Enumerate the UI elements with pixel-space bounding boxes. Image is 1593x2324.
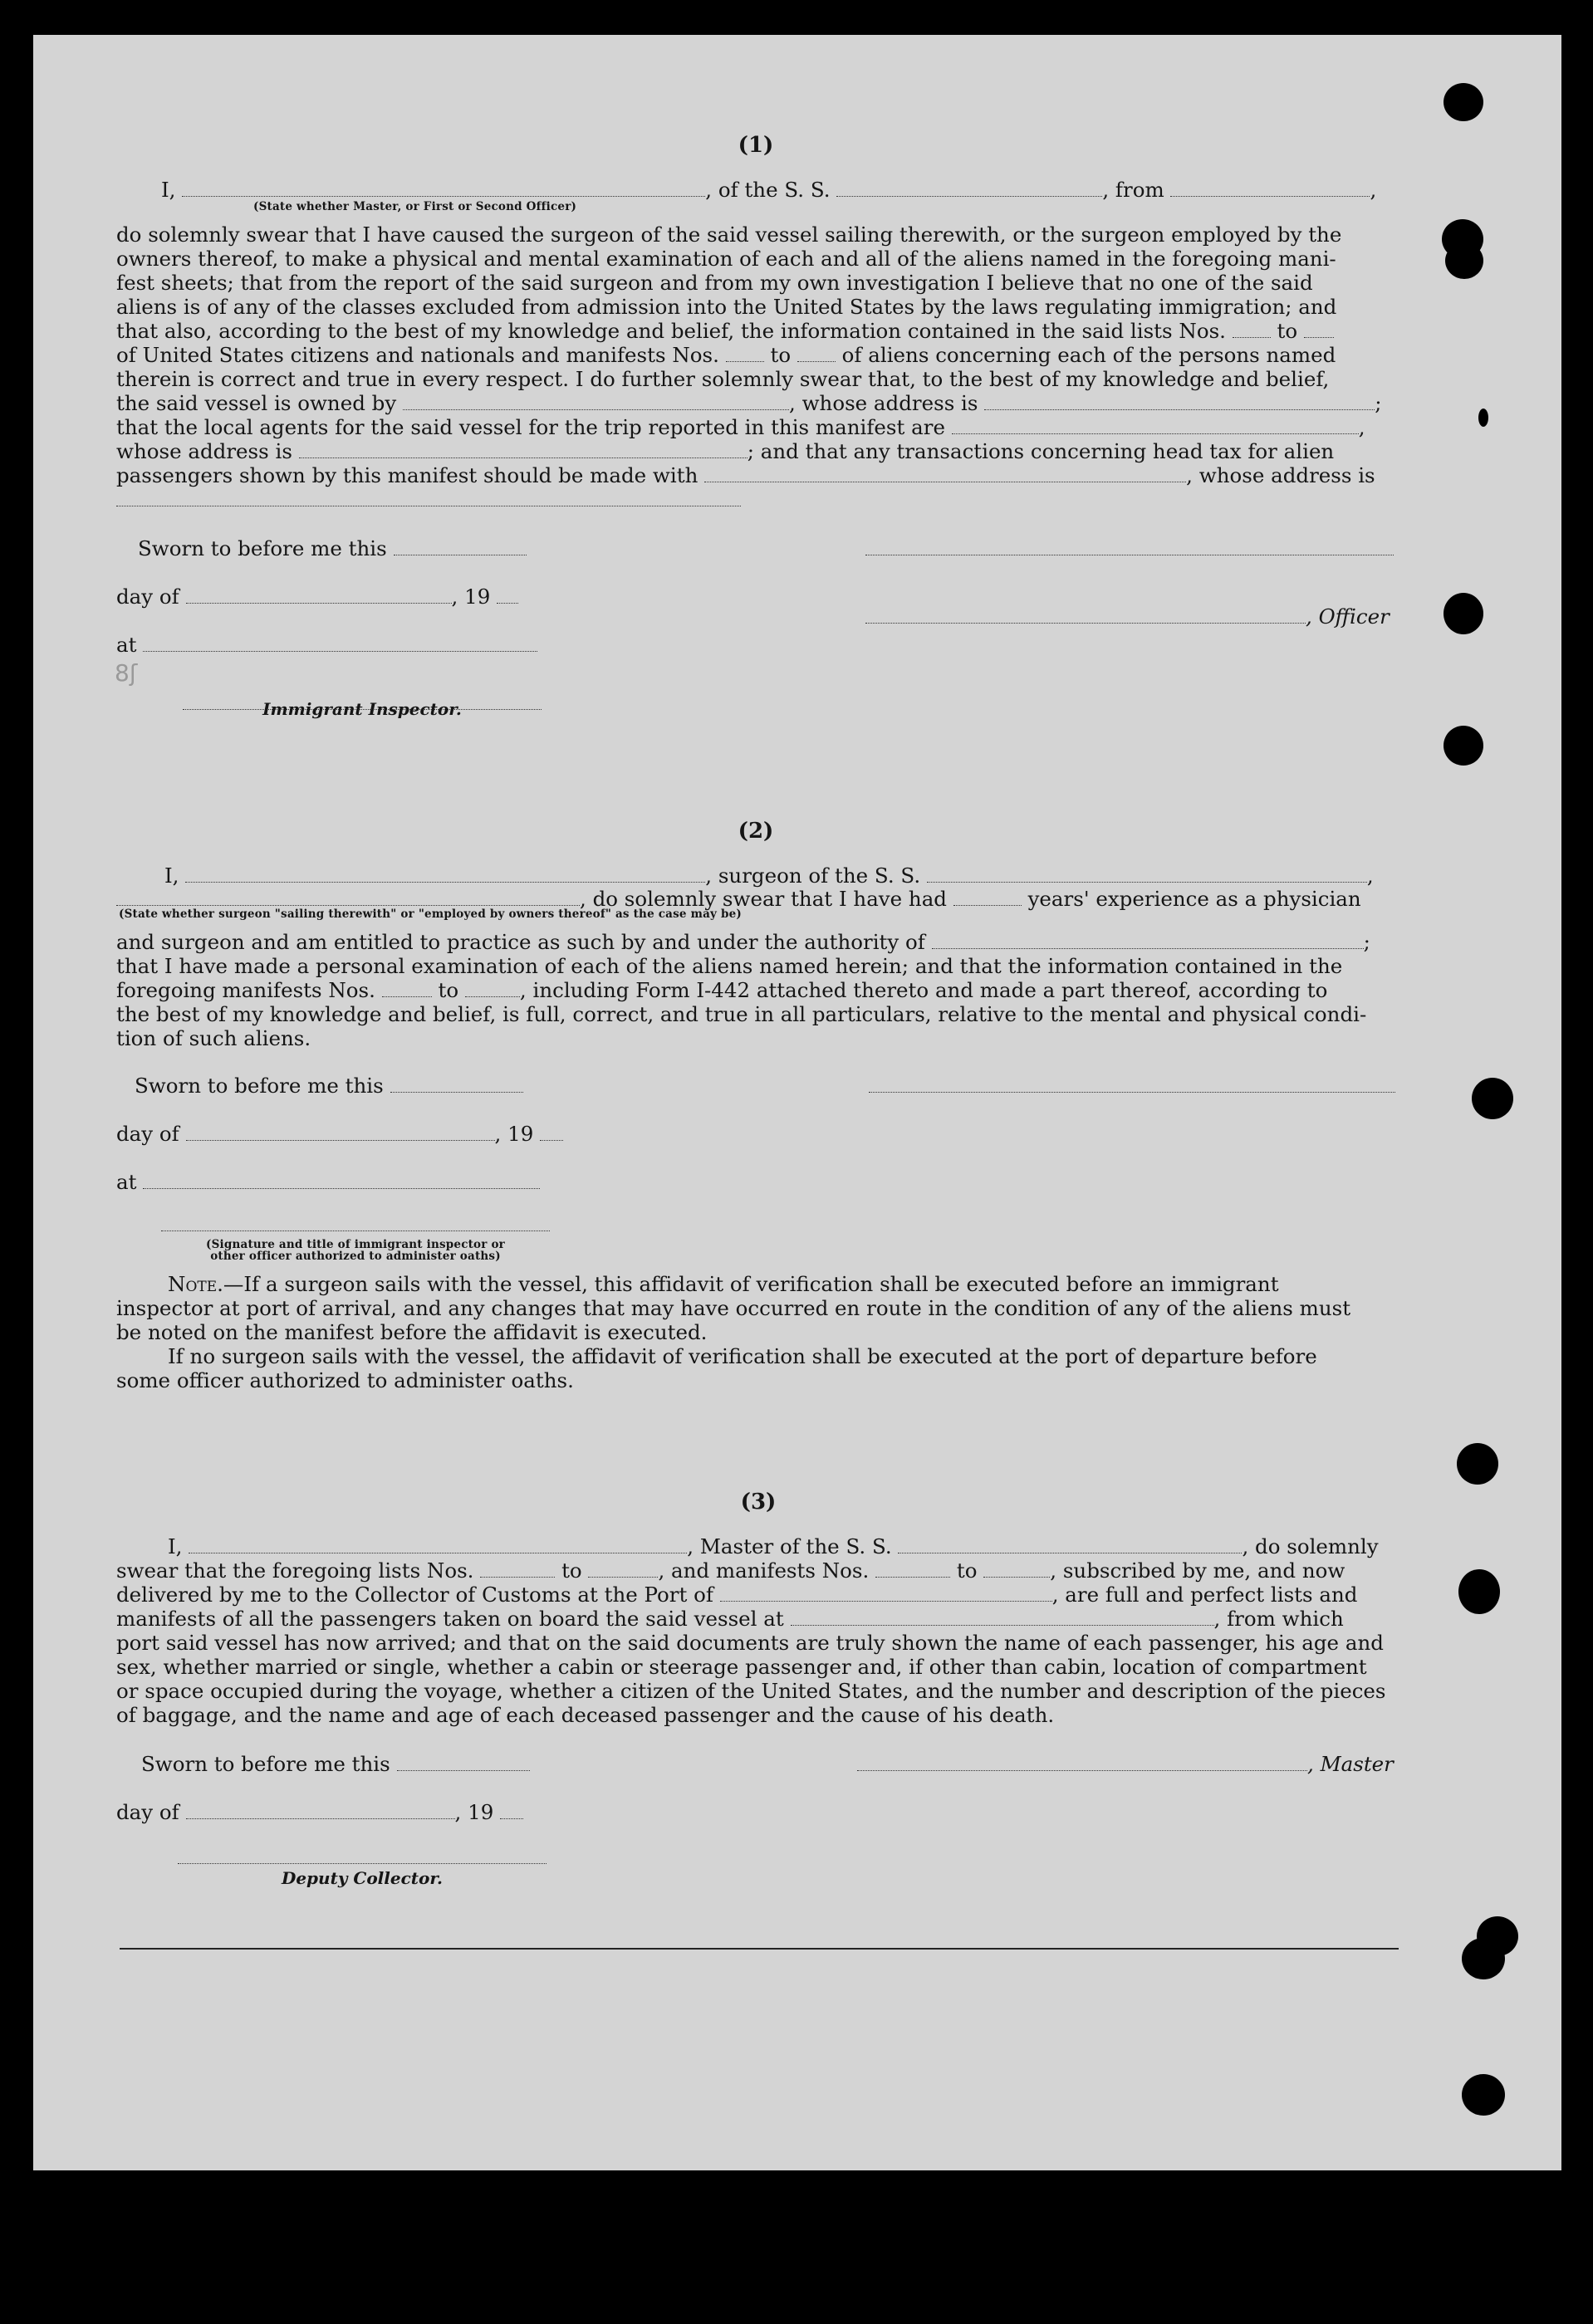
port-of-arrival-field[interactable] (720, 1584, 1052, 1602)
s3-lists-from-field[interactable] (480, 1560, 555, 1578)
s1-l7b: to (770, 343, 792, 367)
s1-l6b: to (1277, 319, 1298, 343)
s3-deputy-sig-line (178, 1845, 547, 1869)
s2-at-line (116, 1170, 540, 1194)
s2-l1a: I, (164, 864, 179, 888)
s2-line-1 (164, 864, 1374, 888)
s1-officer-label: , Officer (1306, 604, 1390, 629)
s3-master-line (857, 1752, 1394, 1776)
s3-lists-to-field[interactable] (588, 1560, 658, 1578)
s3-line-3 (116, 1583, 1357, 1607)
s2-sworn-line (135, 1074, 523, 1098)
s3-l2b: to (561, 1558, 582, 1583)
s2-note-line-2: inspector at port of arrival, and any changes that may have occurred en route in the condition of any of the aliens must (116, 1296, 1351, 1320)
officer-rank-field[interactable] (182, 179, 705, 197)
s1-l1c: , from (1102, 178, 1164, 202)
s1-at-field[interactable] (143, 634, 537, 652)
citizen-lists-from-field[interactable] (1233, 320, 1271, 338)
s1-l6a: that also, according to the best of my knowledge and belief, the information contained in the said lists Nos. (116, 319, 1226, 343)
s3-deputy-signature-field[interactable] (178, 1847, 547, 1864)
master-name-field[interactable] (189, 1536, 687, 1553)
owner-address-field[interactable] (984, 393, 1375, 410)
s1-officer-line (865, 604, 1390, 629)
s1-l1d: , (1370, 178, 1377, 202)
s1-line-3: owners thereof, to make a physical and mental examination of each and all of the aliens named in the foregoing mani- (116, 247, 1336, 271)
s2-l5c: , including Form I-442 attached thereto and made a part thereof, according to (519, 978, 1328, 1002)
s2-signature-line (869, 1074, 1395, 1098)
s1-l9c: ; (1375, 391, 1382, 415)
s3-master-signature-field[interactable] (857, 1754, 1307, 1771)
s2-signature-field[interactable] (869, 1075, 1395, 1093)
punch-hole (1462, 1938, 1505, 1979)
punch-hole (1458, 1569, 1500, 1614)
s1-l1b: , of the S. S. (705, 178, 831, 202)
s1-l9a: the said vessel is owned by (116, 391, 397, 415)
s2-sworn-date-field[interactable] (390, 1075, 523, 1093)
s3-vessel-field[interactable] (898, 1536, 1242, 1553)
s1-year-label: , 19 (451, 585, 491, 609)
s1-line-7 (116, 343, 1336, 367)
s2-l2b: years' experience as a physician (1027, 887, 1361, 911)
s2-official-signature-field[interactable] (161, 1214, 550, 1231)
s1-l12a: passengers shown by this manifest should be made with (116, 463, 698, 487)
s1-l7a: of United States citizens and nationals and manifests Nos. (116, 343, 719, 367)
s1-line-12 (116, 463, 1375, 487)
s2-year-field[interactable] (540, 1123, 563, 1141)
punch-hole (1444, 726, 1483, 766)
punch-hole (1472, 1078, 1513, 1119)
s3-l1c: , do solemnly (1242, 1534, 1379, 1558)
s3-l4b: , from which (1213, 1607, 1344, 1631)
s3-l3a: delivered by me to the Collector of Customs at the Port of (116, 1583, 713, 1607)
s3-master-label: , Master (1307, 1752, 1394, 1776)
vessel-owner-field[interactable] (403, 393, 789, 410)
s1-line-11 (116, 439, 1334, 463)
s2-sworn-label: Sworn to before me this (135, 1074, 384, 1098)
punch-hole (1444, 593, 1483, 634)
local-agents-field[interactable] (952, 417, 1359, 434)
s1-line-10 (116, 415, 1365, 439)
section-2-number: (2) (738, 819, 774, 844)
s1-rank-caption: (State whether Master, or First or Second Officer) (253, 200, 577, 213)
s2-manifests-to-field[interactable] (465, 980, 520, 997)
s2-line-6: the best of my knowledge and belief, is full, correct, and true in all particulars, relative to the mental and physical condi- (116, 1002, 1367, 1026)
s3-l4a: manifests of all the passengers taken on board the said vessel at (116, 1607, 784, 1631)
s3-line-6: sex, whether married or single, whether a cabin or steerage passenger and, if other than cabin, location of compartment (116, 1655, 1367, 1679)
s2-note-line-3: be noted on the manifest before the affidavit is executed. (116, 1320, 708, 1344)
head-tax-address-field[interactable] (116, 489, 741, 506)
s1-signature-field[interactable] (865, 538, 1394, 555)
s2-day-field[interactable] (186, 1123, 495, 1141)
s3-sworn-label: Sworn to before me this (141, 1752, 390, 1776)
s2-note-line-5: some officer authorized to administer oaths. (116, 1368, 574, 1392)
s3-line-4 (116, 1607, 1344, 1631)
punch-hole (1457, 1443, 1498, 1485)
s1-line-9 (116, 391, 1382, 415)
s3-line-5: port said vessel has now arrived; and that on the said documents are truly shown the name of each passenger, his age and (116, 1631, 1384, 1655)
punch-hole (1444, 83, 1483, 121)
surgeon-status-field[interactable] (116, 888, 580, 906)
s1-line-13 (116, 487, 741, 511)
s3-manifests-from-field[interactable] (875, 1560, 950, 1578)
s2-status-caption: (State whether surgeon "sailing therewith" or "employed by owners thereof" as the case may be) (119, 908, 743, 921)
s1-day-field[interactable] (186, 586, 452, 604)
s2-line-3 (116, 930, 1370, 954)
head-tax-party-field[interactable] (704, 465, 1186, 482)
s3-line-2 (116, 1558, 1345, 1583)
s2-l3b: ; (1363, 930, 1370, 954)
s1-sworn-line (138, 536, 527, 560)
s2-sig-caption-2: other officer authorized to administer oaths) (210, 1250, 501, 1263)
s1-sworn-date-field[interactable] (394, 538, 527, 555)
s3-l2e: , subscribed by me, and now (1050, 1558, 1345, 1583)
s1-day-line (116, 585, 518, 609)
s2-day-label: day of (116, 1122, 179, 1146)
s3-l1b: , Master of the S. S. (687, 1534, 892, 1558)
s2-line-5 (116, 978, 1327, 1002)
s1-at-line (116, 633, 537, 657)
s1-l12b: , whose address is (1186, 463, 1375, 487)
s1-line-4: fest sheets; that from the report of the said surgeon and from my own investigation I believe that no one of the said (116, 271, 1313, 295)
s1-l10b: , (1358, 415, 1365, 439)
s3-sworn-date-field[interactable] (397, 1754, 530, 1771)
s3-day-label: day of (116, 1800, 179, 1824)
s3-manifests-to-field[interactable] (983, 1560, 1050, 1578)
punch-mark (1478, 409, 1488, 427)
s2-at-field[interactable] (143, 1172, 540, 1189)
s1-line-2: do solemnly swear that I have caused the surgeon of the said vessel sailing therewith, or the surgeon employed by the (116, 223, 1342, 247)
bottom-rule (120, 1948, 1399, 1950)
alien-manifests-from-field[interactable] (726, 345, 764, 362)
s2-note-l1: —If a surgeon sails with the vessel, this affidavit of verification shall be executed before an immigrant (223, 1272, 1279, 1296)
smudge-mark: 8ʃ (115, 659, 138, 687)
s3-deputy-caption: Deputy Collector. (281, 1868, 443, 1888)
s3-l2a: swear that the foregoing lists Nos. (116, 1558, 474, 1583)
s1-line-1 (161, 178, 1376, 202)
s1-l1a: I, (161, 178, 176, 202)
s1-l9b: , whose address is (789, 391, 978, 415)
s2-l1c: , (1366, 864, 1374, 888)
port-of-embarkation-field[interactable] (791, 1608, 1214, 1626)
s3-l3b: , are full and perfect lists and (1051, 1583, 1358, 1607)
alien-manifests-to-field[interactable] (797, 345, 836, 362)
s2-day-line (116, 1122, 563, 1146)
s3-line-1 (168, 1534, 1379, 1558)
s1-day-label: day of (116, 585, 179, 609)
punch-hole (1445, 242, 1483, 279)
s3-sworn-line (141, 1752, 530, 1776)
s1-line-6 (116, 319, 1334, 343)
s2-note-line-1 (168, 1272, 1279, 1296)
s1-inspector-caption: Immigrant Inspector. (262, 699, 462, 719)
s3-day-line (116, 1800, 523, 1824)
s1-l7c: of aliens concerning each of the persons named (841, 343, 1336, 367)
s1-at-label: at (116, 633, 137, 657)
vessel-name-field[interactable] (836, 179, 1102, 197)
s3-year-label: , 19 (454, 1800, 494, 1824)
practice-authority-field[interactable] (932, 932, 1364, 949)
s3-l2d: to (956, 1558, 978, 1583)
punch-hole (1462, 2074, 1505, 2116)
s2-line-4: that I have made a personal examination of each of the aliens named herein; and that the information contained in the (116, 954, 1343, 978)
s2-l5a: foregoing manifests Nos. (116, 978, 375, 1002)
years-experience-field[interactable] (953, 888, 1022, 906)
surgeon-name-field[interactable] (185, 865, 705, 883)
s2-manifests-from-field[interactable] (382, 980, 432, 997)
s2-l1b: , surgeon of the S. S. (705, 864, 921, 888)
s1-l11b: ; and that any transactions concerning head tax for alien (747, 439, 1335, 463)
s3-line-8: of baggage, and the name and age of each deceased passenger and the cause of his death. (116, 1703, 1055, 1727)
citizen-lists-to-field[interactable] (1304, 320, 1334, 338)
s1-signature-line (865, 536, 1394, 560)
s2-note-line-4: If no surgeon sails with the vessel, the affidavit of verification shall be executed at the port of departure before (168, 1344, 1317, 1368)
s2-line-7: tion of such aliens. (116, 1026, 311, 1050)
s2-l5b: to (438, 978, 459, 1002)
section-3-number: (3) (740, 1490, 777, 1514)
s3-l2c: , and manifests Nos. (658, 1558, 870, 1583)
s2-year-label: , 19 (494, 1122, 534, 1146)
s1-l10a: that the local agents for the said vessel for the trip reported in this manifest are (116, 415, 945, 439)
s2-l3a: and surgeon and am entitled to practice as such by and under the authority of (116, 930, 925, 954)
s2-vessel-field[interactable] (927, 865, 1367, 883)
s2-sig-caption-1: (Signature and title of immigrant inspector or (206, 1238, 505, 1251)
s2-official-sig-line (161, 1212, 550, 1236)
s3-year-field[interactable] (500, 1802, 523, 1819)
s2-l2a: , do solemnly swear that I have had (580, 887, 947, 911)
s1-year-field[interactable] (497, 586, 518, 604)
s3-line-7: or space occupied during the voyage, whether a citizen of the United States, and the number and description of the pieces (116, 1679, 1386, 1703)
form-page (33, 35, 1561, 2170)
s3-day-field[interactable] (186, 1802, 455, 1819)
section-1-number: (1) (738, 133, 774, 158)
port-from-field[interactable] (1170, 179, 1370, 197)
s1-sworn-label: Sworn to before me this (138, 536, 387, 560)
agents-address-field[interactable] (299, 441, 747, 458)
s1-line-8: therein is correct and true in every respect. I do further solemnly swear that, to the best of my knowledge and belief, (116, 367, 1330, 391)
s1-l11a: whose address is (116, 439, 292, 463)
s3-l1a: I, (168, 1534, 183, 1558)
s2-note-head: Note. (168, 1272, 223, 1296)
s1-line-5: aliens is of any of the classes excluded from admission into the United States by the laws regulating immigration; and (116, 295, 1337, 319)
s2-at-label: at (116, 1170, 137, 1194)
s1-officer-field[interactable] (865, 606, 1306, 624)
